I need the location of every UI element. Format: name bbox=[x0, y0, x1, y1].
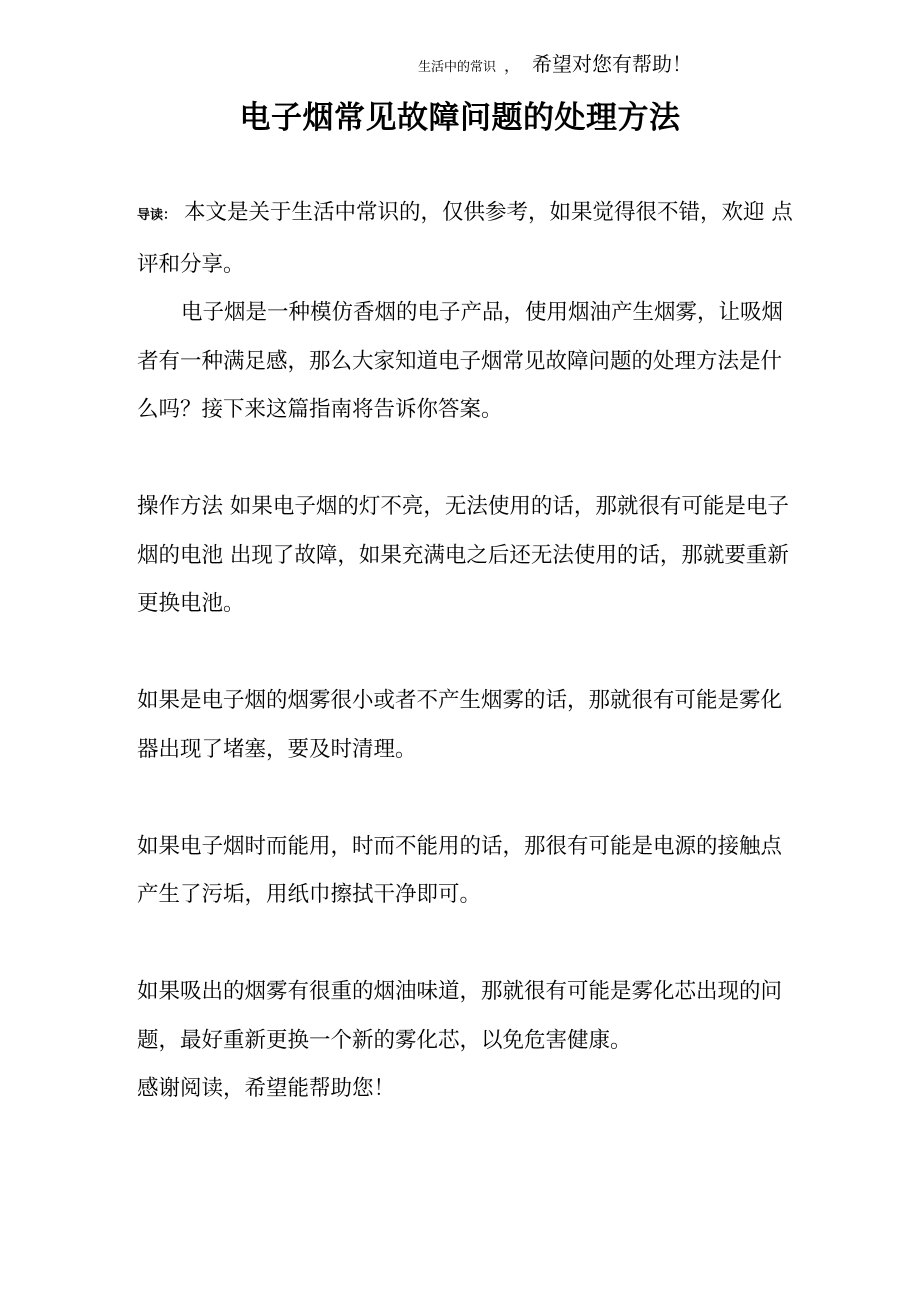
document-title: 电子烟常见故障问题的处理方法 bbox=[239, 100, 681, 136]
body-paragraph-5: 如果吸出的烟雾有很重的烟油味道，那就很有可能是雾化芯出现的问 题，最好重新更换一个新的雾化芯，以免危害健康。 bbox=[137, 979, 783, 1053]
body-paragraph-2: 操作方法 如果电子烟的灯不亮，无法使用的话，那就很有可能是电子烟的电池 出现了故障，如果充满电之后还无法使用的话，那就要重新更换电池。 bbox=[137, 494, 789, 616]
header-big-text: 希望对您有帮助！ bbox=[532, 52, 693, 76]
body-paragraph-4: 如果电子烟时而能用，时而不能用的话，那很有可能是电源的接触点 产生了污垢，用纸巾擦拭干净即可。 bbox=[137, 833, 783, 907]
intro-text: 本文是关于生活中常识的，仅供参考，如果觉得很不错，欢迎 点评和分享。 bbox=[137, 200, 793, 277]
header-note bbox=[418, 48, 692, 77]
header-small-text: 生活中的常识 bbox=[418, 60, 497, 75]
intro-paragraph bbox=[137, 189, 797, 289]
intro-label: 导读： bbox=[137, 208, 177, 223]
body-paragraph-3: 如果是电子烟的烟雾很小或者不产生烟雾的话，那就很有可能是雾化 器出现了堵塞，要及时清理。 bbox=[137, 688, 783, 762]
header-separator: ， bbox=[504, 56, 521, 75]
document-body bbox=[137, 189, 797, 1114]
body-paragraph-1: 电子烟是一种模仿香烟的电子产品，使用烟油产生烟雾，让吸烟 者有一种满足感，那么大家知道电子烟常见故障问题的处理方法是什 么吗？接下来这篇指南将告诉你答案。 bbox=[137, 300, 784, 422]
closing-text: 感谢阅读，希望能帮助您！ bbox=[137, 1076, 396, 1101]
